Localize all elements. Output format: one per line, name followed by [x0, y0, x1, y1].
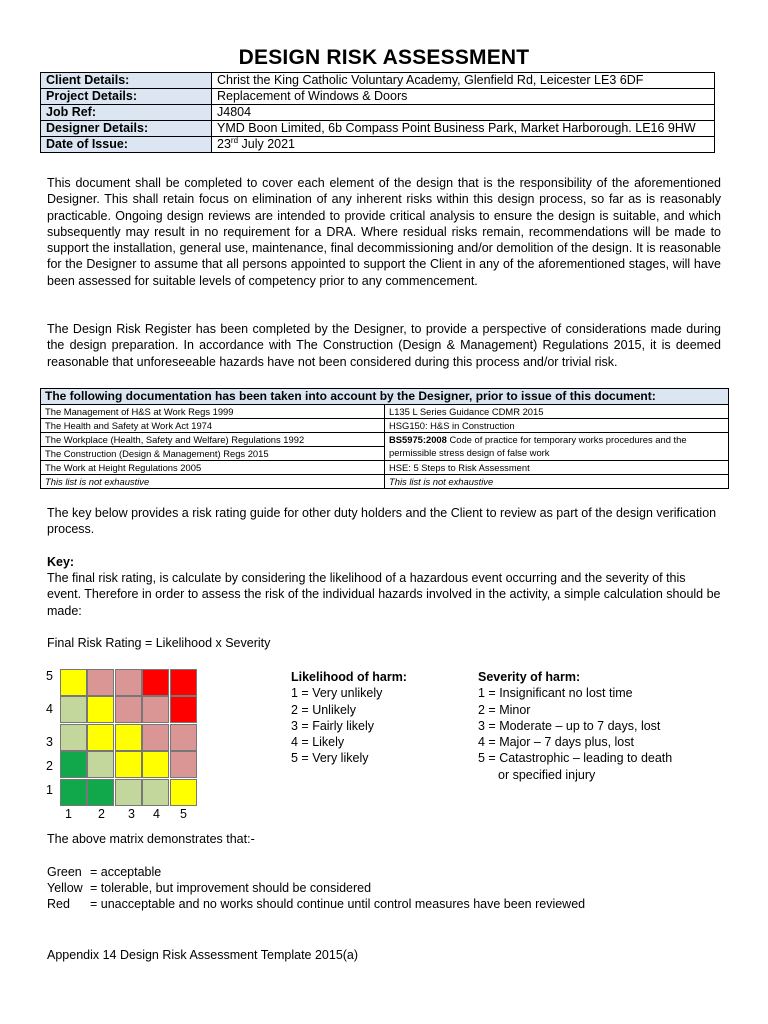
legend-yellow-text: = tolerable, but improvement should be considered	[90, 881, 372, 895]
risk-formula: Final Risk Rating = Likelihood x Severity	[47, 636, 271, 650]
legend-yellow	[47, 880, 371, 896]
severity-item-continued: or specified injury	[498, 767, 596, 782]
matrix-cell	[142, 779, 169, 806]
legend-red-text: = unacceptable and no works should continue until control measures have been reviewed	[90, 897, 586, 911]
severity-heading: Severity of harm:	[478, 670, 581, 684]
matrix-cell	[142, 696, 169, 723]
severity-list	[478, 669, 672, 783]
likelihood-item: 3 = Fairly likely	[291, 718, 375, 733]
severity-item: 3 = Moderate – up to 7 days, lost	[478, 718, 661, 733]
likelihood-item: 1 = Very unlikely	[291, 686, 383, 701]
matrix-cell	[142, 724, 169, 751]
severity-item: 4 = Major – 7 days plus, lost	[478, 735, 634, 750]
documentation-row	[41, 405, 729, 419]
bs5975-description: Code of practice for temporary works procedures and the permissible stress design of false work	[389, 434, 687, 458]
severity-item: 1 = Insignificant no lost time	[478, 686, 633, 701]
documentation-header: The following documentation has been taken into account by the Designer, prior to issue of this document:	[41, 389, 729, 405]
matrix-cell	[115, 669, 142, 696]
matrix-y-label: 1	[46, 783, 53, 797]
designer-details-value: YMD Boon Limited, 6b Compass Point Business Park, Market Harborough. LE16 9HW	[212, 121, 715, 137]
likelihood-item: 2 = Unlikely	[291, 702, 356, 717]
matrix-y-label: 5	[46, 669, 53, 683]
matrix-cell	[170, 696, 197, 723]
date-day: 23	[217, 137, 231, 151]
matrix-cell	[60, 724, 87, 751]
matrix-cell	[142, 669, 169, 696]
key-text-paragraph: The final risk rating, is calculate by considering the likelihood of a hazardous event occurring and the severity of this event. Therefore in order to assess the risk of the individual hazards involved in the activity, a simple calculation should be made:	[47, 571, 721, 618]
severity-item: 2 = Minor	[478, 702, 531, 717]
matrix-cell	[115, 751, 142, 778]
matrix-cell	[170, 751, 197, 778]
documentation-left-item: The Management of H&S at Work Regs 1999	[41, 405, 385, 419]
documentation-row	[41, 419, 729, 433]
documentation-right-item: HSE: 5 Steps to Risk Assessment	[385, 461, 729, 475]
legend-red	[47, 896, 585, 912]
key-heading: Key:	[47, 555, 75, 569]
project-details-table	[40, 72, 715, 153]
details-row-project	[41, 89, 715, 105]
matrix-cell	[115, 779, 142, 806]
likelihood-list	[291, 669, 407, 767]
intro-paragraph: This document shall be completed to cover each element of the design that is the responsibility of the aforementioned Designer. This shall retain focus on elimination of any inherent risks within this design process, so far as is reasonably practicable. Ongoing design reviews are intended to provide critical analysis to ensure the design is suitable, and which subsequently may result in no requirement for a DRA. Where residual risks remain, recommendations will be made to support the installation, general use, maintenance, final decommissioning and/or demolition of the design. It is reasonable for the Designer to assume that all persons appointed to support the Client in any of the aforementioned stages, will have been assessed for suitable levels of competency prior to any commencement.	[47, 176, 721, 288]
matrix-cell	[87, 669, 114, 696]
documentation-left-item: The Health and Safety at Work Act 1974	[41, 419, 385, 433]
matrix-cell	[87, 779, 114, 806]
client-details-value: Christ the King Catholic Voluntary Academy, Glenfield Rd, Leicester LE3 6DF	[212, 73, 715, 89]
matrix-cell	[115, 696, 142, 723]
details-row-designer	[41, 121, 715, 137]
details-row-job	[41, 105, 715, 121]
register-paragraph: The Design Risk Register has been completed by the Designer, to provide a perspective of considerations made during the design preparation. In accordance with The Construction (Design & Management) Regulations 2015, it is deemed reasonable that unforeseeable hazards have not been considered during this process and/or trivial risk.	[47, 322, 721, 369]
matrix-x-label: 1	[65, 807, 72, 821]
matrix-cell	[87, 696, 114, 723]
page-title: DESIGN RISK ASSESSMENT	[238, 46, 530, 69]
date-of-issue-label: Date of Issue:	[41, 137, 212, 153]
job-ref-label: Job Ref:	[41, 105, 212, 121]
matrix-x-label: 3	[128, 807, 135, 821]
documentation-row	[41, 433, 729, 447]
date-ordinal: rd	[230, 135, 239, 145]
severity-item: 5 = Catastrophic – leading to death	[478, 751, 673, 766]
documentation-table	[40, 388, 729, 489]
likelihood-item: 5 = Very likely	[291, 751, 369, 766]
documentation-left-item: The Work at Height Regulations 2005	[41, 461, 385, 475]
documentation-right-item	[385, 433, 729, 461]
matrix-cell	[170, 779, 197, 806]
designer-details-label: Designer Details:	[41, 121, 212, 137]
legend-yellow-name: Yellow	[47, 881, 83, 895]
matrix-x-label: 4	[153, 807, 160, 821]
documentation-left-item: The Workplace (Health, Safety and Welfare) Regulations 1992	[41, 433, 385, 447]
documentation-right-item: HSG150: H&S in Construction	[385, 419, 729, 433]
legend-green-text: = acceptable	[90, 865, 162, 879]
matrix-x-label: 2	[98, 807, 105, 821]
documentation-left-note: This list is not exhaustive	[41, 475, 385, 489]
project-details-value: Replacement of Windows & Doors	[212, 89, 715, 105]
bs5975-code: BS5975:2008	[389, 434, 447, 445]
date-of-issue-value	[212, 137, 715, 153]
likelihood-item: 4 = Likely	[291, 735, 345, 750]
matrix-cell	[115, 724, 142, 751]
matrix-note: The above matrix demonstrates that:-	[47, 832, 255, 846]
legend-red-name: Red	[47, 897, 70, 911]
matrix-x-label: 5	[180, 807, 187, 821]
documentation-row	[41, 461, 729, 475]
page-footer: Appendix 14 Design Risk Assessment Template 2015(a)	[47, 948, 359, 962]
documentation-right-note: This list is not exhaustive	[385, 475, 729, 489]
documentation-row	[41, 475, 729, 489]
matrix-y-label: 3	[46, 735, 53, 749]
matrix-y-label: 4	[46, 702, 53, 716]
matrix-cell	[60, 779, 87, 806]
project-details-label: Project Details:	[41, 89, 212, 105]
matrix-cell	[170, 724, 197, 751]
legend-green-name: Green	[47, 865, 82, 879]
matrix-cell	[87, 751, 114, 778]
legend-green	[47, 864, 161, 880]
details-row-client	[41, 73, 715, 89]
matrix-cell	[87, 724, 114, 751]
matrix-cell	[60, 696, 87, 723]
details-row-date	[41, 137, 715, 153]
matrix-y-label: 2	[46, 759, 53, 773]
job-ref-value: J4804	[212, 105, 715, 121]
matrix-cell	[170, 669, 197, 696]
client-details-label: Client Details:	[41, 73, 212, 89]
documentation-right-item: L135 L Series Guidance CDMR 2015	[385, 405, 729, 419]
key-intro-paragraph: The key below provides a risk rating guide for other duty holders and the Client to review as part of the design verification process.	[47, 506, 717, 537]
matrix-cell	[142, 751, 169, 778]
documentation-left-item: The Construction (Design & Management) Regs 2015	[41, 447, 385, 461]
matrix-cell	[60, 669, 87, 696]
likelihood-heading: Likelihood of harm:	[291, 670, 407, 684]
matrix-cell	[60, 751, 87, 778]
date-rest: July 2021	[238, 137, 296, 151]
